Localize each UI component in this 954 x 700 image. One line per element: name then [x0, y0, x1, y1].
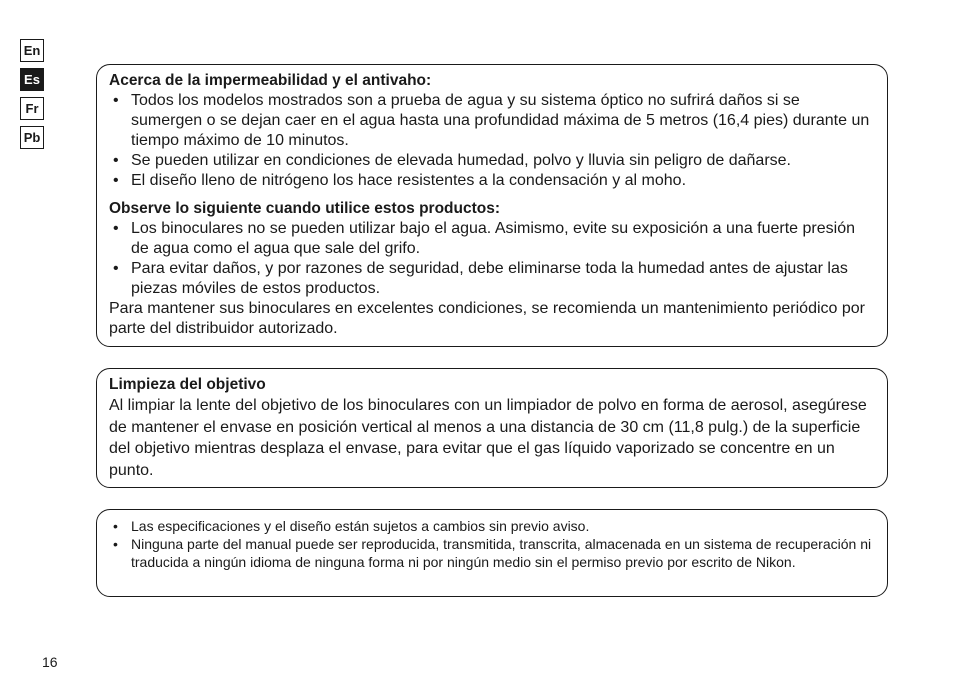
bullet-text: Se pueden utilizar en condiciones de elevada humedad, polvo y lluvia sin peligro de dañarse. [131, 152, 791, 169]
maintenance-text: Para mantener sus binoculares en excelentes condiciones, se recomienda un mantenimiento periódico por parte del distribuidor autorizado. [109, 300, 865, 337]
list-item [109, 151, 873, 171]
lang-tab-fr[interactable]: Fr [20, 97, 44, 120]
waterproof-heading: Acerca de la impermeabilidad y el antivaho: [109, 72, 432, 89]
language-tabs [20, 39, 44, 155]
cleaning-heading: Limpieza del objetivo [109, 376, 266, 393]
bullet-icon: • [113, 152, 119, 169]
bullet-icon: • [113, 536, 118, 552]
cleaning-section [96, 368, 888, 488]
bullet-text: El diseño lleno de nitrógeno los hace resistentes a la condensación y al moho. [131, 172, 687, 189]
bullet-text: Los binoculares no se pueden utilizar bajo el agua. Asimismo, evite su exposición a una fuerte presión de agua como el agua que sale del grifo. [131, 220, 855, 257]
usage-bullets [109, 219, 873, 299]
cleaning-text: Al limpiar la lente del objetivo de los binoculares con un limpiador de polvo en forma de aerosol, asegúrese de mantener el envase en posición vertical al menos a una distancia de 30 cm (11,8 pulg.) de la superficie del objetivo mientras desplaza el envase, para evitar que el gas líquido vaporizado se concentre en un punto. [109, 397, 867, 479]
list-item [109, 259, 873, 299]
list-item [109, 219, 873, 259]
bullet-icon: • [113, 260, 119, 277]
lang-tab-en[interactable]: En [20, 39, 44, 62]
waterproof-section [96, 64, 888, 347]
usage-heading: Observe lo siguiente cuando utilice estos productos: [109, 200, 501, 217]
bullet-icon: • [113, 518, 118, 534]
list-item [109, 517, 873, 535]
bullet-text: Ninguna parte del manual puede ser reproducida, transmitida, transcrita, almacenada en un sistema de recuperación ni traducida a ningún idioma de ninguna forma ni por ningún medio sin el permiso previo por escrito de Nikon. [131, 536, 872, 570]
bullet-text: Todos los modelos mostrados son a prueba de agua y su sistema óptico no sufrirá daños si se sumergen o se dejan caer en el agua hasta una profundidad máxima de 5 metros (16,4 pies) durante un tiempo máximo de 10 minutos. [131, 92, 870, 149]
list-item [109, 91, 873, 151]
notes-bullets [109, 517, 873, 571]
list-item [109, 535, 873, 571]
list-item [109, 171, 873, 191]
page-number: 16 [42, 654, 58, 670]
waterproof-bullets [109, 91, 873, 191]
lang-tab-es[interactable]: Es [20, 68, 44, 91]
lang-tab-pb[interactable]: Pb [20, 126, 44, 149]
bullet-text: Para evitar daños, y por razones de seguridad, debe eliminarse toda la humedad antes de ajustar las piezas móviles de estos productos. [131, 260, 848, 297]
bullet-text: Las especificaciones y el diseño están sujetos a cambios sin previo aviso. [131, 518, 590, 534]
notes-section [96, 509, 888, 597]
bullet-icon: • [113, 172, 119, 189]
bullet-icon: • [113, 220, 119, 237]
bullet-icon: • [113, 92, 119, 109]
